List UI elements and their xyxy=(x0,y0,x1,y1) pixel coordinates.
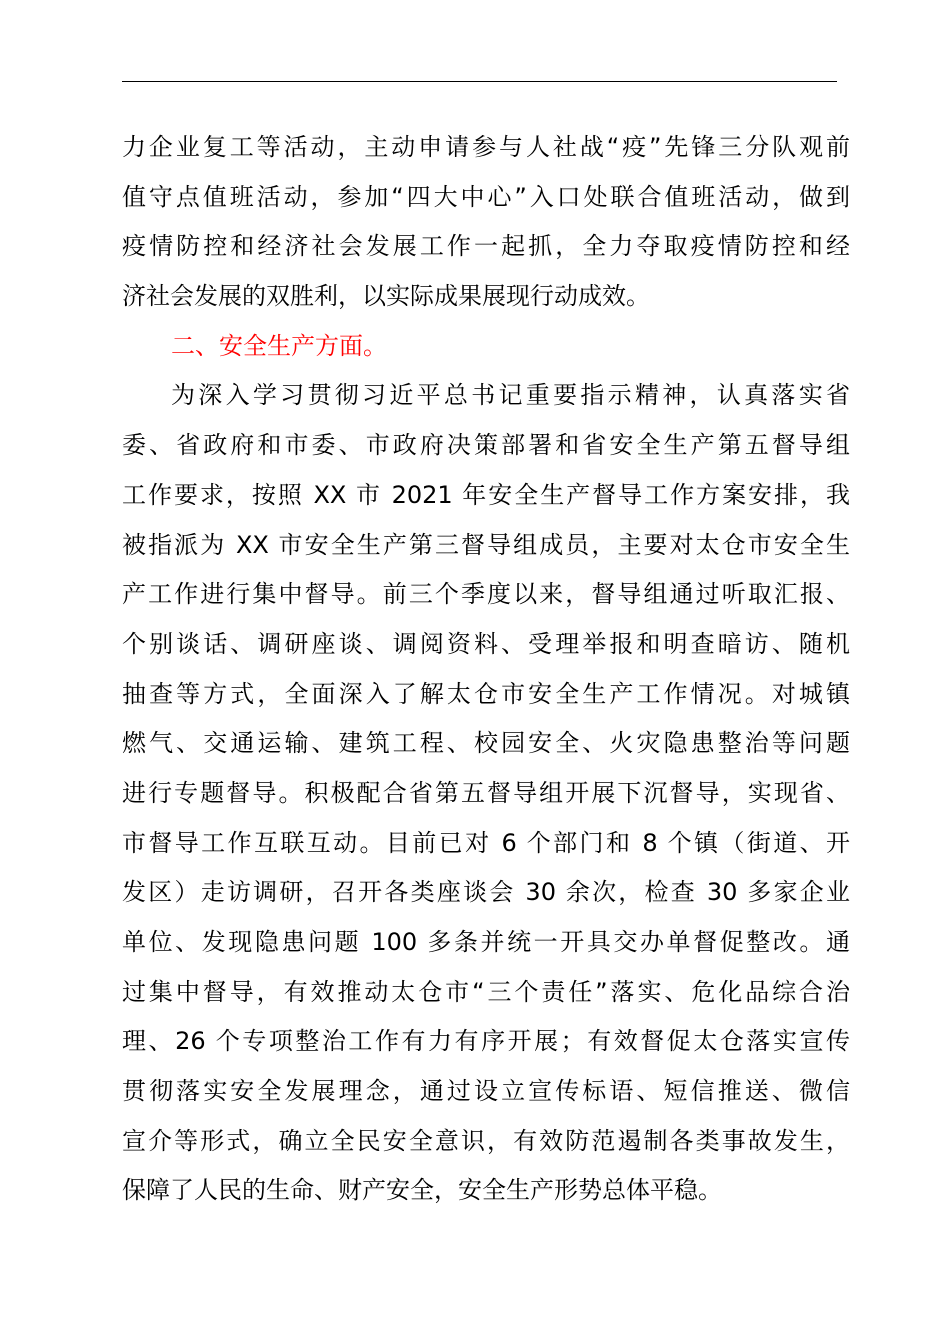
text-line: 单位、发现隐患问题 100 多条并统一开具交办单督促整改。通 xyxy=(122,928,850,956)
text-line: 被指派为 XX 市安全生产第三督导组成员，主要对太仓市安全生 xyxy=(122,530,850,559)
text-line: 市督导工作互联互动。目前已对 6 个部门和 8 个镇（街道、开 xyxy=(122,828,850,857)
text-line: 产工作进行集中督导。前三个季度以来，督导组通过听取汇报、 xyxy=(122,580,850,609)
text-line: 个别谈话、调研座谈、调阅资料、受理举报和明查暗访、随机 xyxy=(122,629,850,658)
text-line: 宣介等形式，确立全民安全意识，有效防范遏制各类事故发生， xyxy=(122,1126,850,1155)
text-line: 燃气、交通运输、建筑工程、校园安全、火灾隐患整治等问题 xyxy=(122,729,850,758)
header-rule xyxy=(122,81,837,82)
text-line: 疫情防控和经济社会发展工作一起抓，全力夺取疫情防控和经 xyxy=(122,232,850,261)
paragraph-continuation xyxy=(122,123,850,322)
text-line: 济社会发展的双胜利，以实际成果展现行动成效。 xyxy=(122,282,650,311)
text-line: 进行专题督导。积极配合省第五督导组开展下沉督导，实现省、 xyxy=(122,778,850,807)
text-line: 贯彻落实安全发展理念，通过设立宣传标语、短信推送、微信 xyxy=(122,1077,850,1106)
section-heading: 二、安全生产方面。 xyxy=(171,331,387,360)
document-body xyxy=(122,123,850,1216)
text-line: 工作要求，按照 XX 市 2021 年安全生产督导工作方案安排，我 xyxy=(122,480,850,509)
text-line: 委、省政府和市委、市政府决策部署和省安全生产第五督导组 xyxy=(122,431,850,460)
paragraph-safety xyxy=(122,371,850,1216)
text-line: 发区）走访调研，召开各类座谈会 30 余次，检查 30 多家企业 xyxy=(122,878,850,907)
text-line: 力企业复工等活动，主动申请参与人社战“疫”先锋三分队观前 xyxy=(122,133,850,161)
text-line: 过集中督导，有效推动太仓市“三个责任”落实、危化品综合治 xyxy=(122,977,850,1006)
text-line: 保障了人民的生命、财产安全，安全生产形势总体平稳。 xyxy=(122,1176,722,1205)
text-line: 理、26 个专项整治工作有力有序开展；有效督促太仓落实宣传 xyxy=(122,1027,850,1056)
text-line: 抽查等方式，全面深入了解太仓市安全生产工作情况。对城镇 xyxy=(122,679,850,708)
text-line: 为深入学习贯彻习近平总书记重要指示精神，认真落实省 xyxy=(171,381,850,410)
text-line: 值守点值班活动，参加“四大中心”入口处联合值班活动，做到 xyxy=(122,182,850,211)
